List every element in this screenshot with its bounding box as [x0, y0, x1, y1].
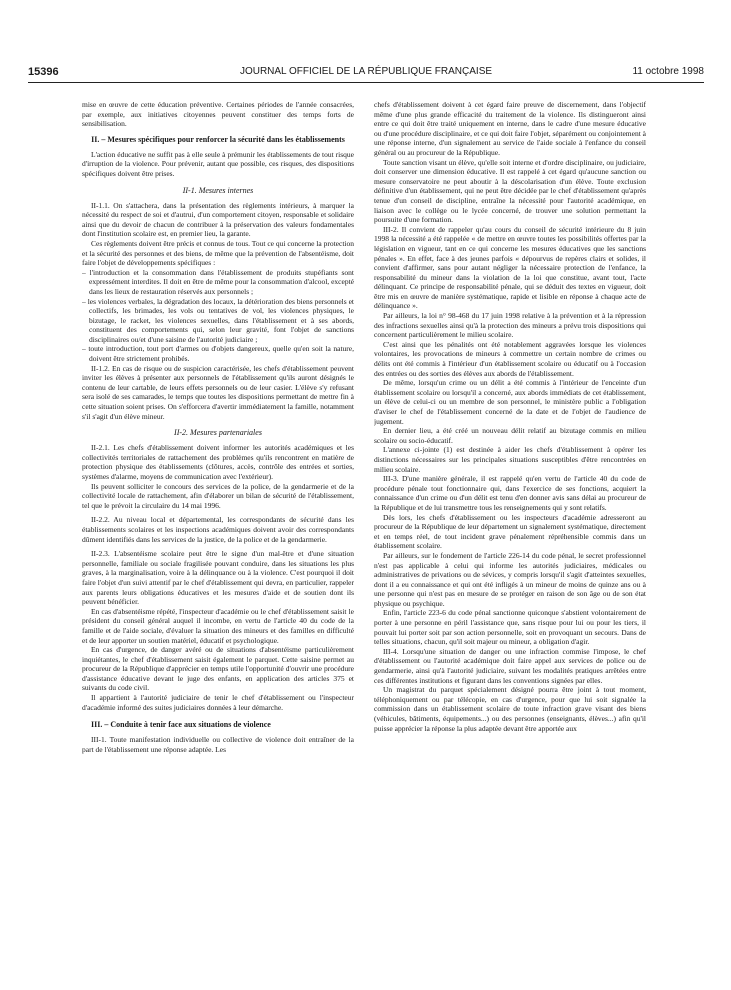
list-item: – les violences verbales, la dégradation des locaux, la détérioration des biens personnels et collectifs, les brimades, les vols ou tentatives de vol, les violences physiques, le bizutage, le racket, les violences sexuelles, dans l'établissement et à ses abords, constituent des comportements qui, selon leur gravité, font l'objet de sanctions disciplinaires ou/et d'une saisine de l'autorité judiciaire ; — [82, 297, 354, 345]
intro-paragraph: mise en œuvre de cette éducation préventive. Certaines périodes de l'année consacrées, par exemple, aux initiatives citoyennes peuvent constituer des temps forts de sensibilisation. — [82, 100, 354, 129]
page-number: 15396 — [28, 66, 59, 78]
paragraph-reglements: Ces règlements doivent être précis et connus de tous. Tout ce qui concerne la protection et la sécurité des personnes et des biens, de même que la prévention de l'absentéisme, doit faire l'objet de développements spécifiques : — [82, 238, 354, 268]
paragraph-urgence: En cas d'urgence, de danger avéré ou de situations d'absentéisme particulièrement inquiétantes, le chef d'établissement saisit également le parquet. Cette saisine permet au procureur de la République d'apprécier en temps utile l'opportunité d'ouvrir une procédure d'assistance éducative devant le juge des enfants, en application des articles 375 et suivants du code civil. — [82, 645, 354, 693]
left-column — [82, 100, 354, 980]
paragraph-dernier-lieu: En dernier lieu, a été créé un nouveau délit relatif au bizutage commis en milieu scolaire ou socio-éducatif. — [374, 426, 646, 445]
header-rule — [28, 82, 704, 83]
paragraph-autorite: Il appartient à l'autorité judiciaire de tenir le chef d'établissement ou l'inspecteur d'académie informé des suites judiciaires données à leur démarche. — [82, 693, 354, 712]
paragraph-ii-2-2: II-2.2. Au niveau local et départemental, les correspondants de sécurité dans les établissements scolaires et les inspections académiques doivent avoir des correspondants dûment identifiés dans les services de la justice, de la police et de la gendarmerie. — [82, 515, 354, 544]
paragraph-iii-1-start: III-1. Toute manifestation individuelle ou collective de violence doit entraîner de la part de l'établissement une réponse adaptée. Les — [82, 735, 354, 754]
paragraph-ii-1-2: II-1.2. En cas de risque ou de suspicion caractérisée, les chefs d'établissement peuvent inviter les élèves à présenter aux personnels de l'établissement qu'ils auront désignés le contenu de leur cartable, de leurs effets personnels ou de leur casier. L'élève s'y refusant sera isolé de ses camarades, le temps que toutes les dispositions permettant de mettre fin à cette situation soient prises. On s'efforcera d'avertir immédiatement la famille, notamment s'il s'agit d'un élève mineur. — [82, 363, 354, 421]
paragraph-iii-3: III-3. D'une manière générale, il est rappelé qu'en vertu de l'article 40 du code de procédure pénale tout fonctionnaire qui, dans l'exercice de ses fonctions, acquiert la connaissance d'un crime ou d'un délit est tenu d'en donner avis sans délai au procureur de la République et de lui transmettre tous les renseignements qui y sont relatifs. — [374, 474, 646, 512]
paragraph-absenteisme: En cas d'absentéisme répété, l'inspecteur d'académie ou le chef d'établissement saisit le président du conseil général auquel il incombe, en vertu de l'article 40 du code de la famille et de l'aide sociale, d'évaluer la situation des mineurs et des familles en difficulté et de leur apporter un soutien matériel, éducatif et psychologique. — [82, 606, 354, 645]
paragraph-loi: Par ailleurs, la loi n° 98-468 du 17 juin 1998 relative à la prévention et à la répression des infractions sexuelles ainsi qu'à la protection des mineurs a prévu trois dispositions qui concernent particulièrement le milieu scolaire. — [374, 311, 646, 340]
paragraph-annexe: L'annexe ci-jointe (1) est destinée à aider les chefs d'établissement à opérer les distinctions nécessaires sur les principales situations susceptibles d'être rencontrées en milieu scolaire. — [374, 445, 646, 474]
list-item: – toute introduction, tout port d'armes ou d'objets dangereux, quelle qu'en soit la nature, doivent être strictement prohibés. — [82, 344, 354, 363]
rules-list — [82, 268, 354, 364]
paragraph-ii-2-1-b: Ils peuvent solliciter le concours des services de la police, de la gendarmerie et de la collectivité locale de rattachement, afin d'élaborer un bilan de sécurité de l'établissement, tel que le prévoit la circulaire du 14 mai 1996. — [82, 481, 354, 510]
section-2-paragraph: L'action éducative ne suffit pas à elle seule à prémunir les établissements de tout risque d'irruption de la violence. Pour prévenir, autant que possible, ces risques, des dispositions spécifiques doivent être prises. — [82, 149, 354, 178]
paragraph-sanction: Toute sanction visant un élève, qu'elle soit interne et d'ordre disciplinaire, ou judiciaire, doit conserver une dimension éducative. Il est rappelé à cet égard qu'aucune sanction ou mesure conservatoire ne peut aboutir à la déscolarisation d'un élève. Toute exclusion définitive d'un établissement, qui ne peut être décidée par le chef d'établissement qu'après tenue d'un conseil de discipline, entraîne la nécessité pour l'autorité académique, en liaison avec le collège ou le lycée concerné, de trouver une solution permettant la poursuite d'une formation. — [374, 157, 646, 225]
paragraph-magistrat: Un magistrat du parquet spécialement désigné pourra être joint à tout moment, téléphoniquement ou par télécopie, en cas d'urgence, pour que lui soit signalée la commission dans un établissement scolaire de toute infraction grave visant des biens (véhicules, bâtiments, équipements...) ou des personnes (enseignants, élèves...) afin qu'il puisse apprécier la réponse la plus adaptée devant être apportée aux — [374, 685, 646, 733]
paragraph-ii-1-1: II-1.1. On s'attachera, dans la présentation des règlements intérieurs, à marquer la nécessité du respect de soi et d'autrui, d'un comportement citoyen, responsable et solidaire ainsi que du devoir de chacun de contribuer à la préservation des valeurs fondamentales dont l'institution scolaire est, en premier lieu, la garante. — [82, 200, 354, 239]
paragraph-des-lors: Dès lors, les chefs d'établissement ou les inspecteurs d'académie adresseront au procureur de la République de leur département un signalement systématique, directement et en temps réel, de tout incident grave pénalement répréhensible commis dans un établissement scolaire. — [374, 512, 646, 551]
section-2-heading: II. – Mesures spécifiques pour renforcer la sécurité dans les établissements — [91, 134, 345, 144]
right-column — [374, 100, 646, 980]
paragraph-ii-2-3: II-2.3. L'absentéisme scolaire peut être le signe d'un mal-être et d'une situation personnelle, familiale ou sociale fragilisée pouvant conduire, dans les situations les plus graves, à la marginalisation, voire à la délinquance ou à la violence. C'est pourquoi il doit faire l'objet d'un suivi attentif par le chef d'établissement qui devra, en particulier, rappeler aux parents leurs obligations éducatives et les mesures d'aide et de soutien dont ils peuvent bénéficier. — [82, 549, 354, 607]
subsection-ii2-heading: II-2. Mesures partenariales — [174, 428, 262, 438]
paragraph-article-226-14: Par ailleurs, sur le fondement de l'article 226-14 du code pénal, le secret professionnel n'est pas applicable à celui qui informe les autorités judiciaires, médicales ou administratives de privations ou de sévices, y compris lorsqu'il s'agit d'atteintes sexuelles, dont il a eu connaissance et qui ont été infligés à un mineur de moins de quinze ans ou à une personne qui n'est pas en mesure de se protéger en raison de son âge ou de son état physique ou psychique. — [374, 550, 646, 608]
paragraph-de-meme: De même, lorsqu'un crime ou un délit a été commis à l'intérieur de l'enceinte d'un établissement scolaire ou lorsqu'il a concerné, aux abords immédiats de cet établissement, un élève de celui-ci ou un membre de son personnel, le ministère public a l'obligation d'aviser le chef de l'établissement concerné de la date et de l'objet de l'audience de jugement. — [374, 378, 646, 426]
list-item: – l'introduction et la consommation dans l'établissement de produits stupéfiants sont expressément interdites. Il doit en être de même pour la consommation d'alcool, excepté dans les lieux de restauration réservés aux personnels ; — [82, 268, 354, 297]
paragraph-peines: C'est ainsi que les pénalités ont été notablement aggravées lorsque les violences volontaires, les provocations de mineurs à commettre un certain nombre de crimes ou délits ont été commis à l'intérieur d'un établissement scolaire ou éducatif ou à l'occasion des entrées ou des sorties des élèves aux abords de l'établissement. — [374, 339, 646, 378]
paragraph-ii-2-1: II-2.1. Les chefs d'établissement doivent informer les autorités académiques et les collectivités territoriales de rattachement des problèmes qu'ils rencontrent en matière de protection physique des établissements (clôtures, accès, contrôle des entrées et sorties, systèmes d'alarme, moyens de communication avec l'extérieur). — [82, 443, 354, 481]
journal-title: JOURNAL OFFICIEL DE LA RÉPUBLIQUE FRANÇAISE — [239, 66, 493, 77]
paragraph-enfin: Enfin, l'article 223-6 du code pénal sanctionne quiconque s'abstient volontairement de porter à une personne en péril l'assistance que, sans risque pour lui ou pour les tiers, il pouvait lui porter soit par son action personnelle, soit en provoquant un secours. Dans de telles situations, chacun, qu'il soit majeur ou mineur, a obligation d'agir. — [374, 608, 646, 647]
paragraph-iii-4: III-4. Lorsqu'une situation de danger ou une infraction commise l'impose, le chef d'établissement ou l'autorité académique doit faire appel aux services de police ou de gendarmerie, ainsi qu'à l'autorité judiciaire, suivant les modalités pratiques arrêtées entre ces différentes institutions et figurant dans les conventions signées par elles. — [374, 646, 646, 685]
issue-date: 11 octobre 1998 — [632, 66, 704, 77]
paragraph-continuation: chefs d'établissement doivent à cet égard faire preuve de discernement, dans l'objectif même d'une plus grande efficacité du traitement de la violence. Ils distingueront ainsi entre ce qui doit être traité uniquement en interne, dans le cadre d'une mesure éducative ou d'une procédure disciplinaire, et ce qui doit faire l'objet, séparément ou conjointement à une réponse interne, d'un signalement au service de l'aide sociale à l'enfance du conseil général ou au procureur de la République. — [374, 100, 646, 157]
subsection-ii1-heading: II-1. Mesures internes — [182, 185, 254, 195]
section-3-heading: III. – Conduite à tenir face aux situations de violence — [91, 720, 271, 730]
paragraph-iii-2: III-2. Il convient de rappeler qu'au cours du conseil de sécurité intérieure du 8 juin 1998 la nécessité a été rappelée « de mettre en œuvre toutes les possibilités offertes par la législation en vigueur, tant en ce qui concerne les mesures éducatives que les sanctions pénales ». En effet, face à des jeunes parfois « dépourvus de repères clairs et solides, il convient d'affirmer, sans pour autant négliger la nécessaire protection de l'enfance, la responsabilité du mineur dans la violation de la loi que constitue, avant tout, l'acte délinquant. Ce principe de responsabilité pénale, qui se déduit des textes en vigueur, doit être mis en œuvre de manière systématique, rapide et lisible en réponse à chaque acte de délinquance ». — [374, 224, 646, 311]
